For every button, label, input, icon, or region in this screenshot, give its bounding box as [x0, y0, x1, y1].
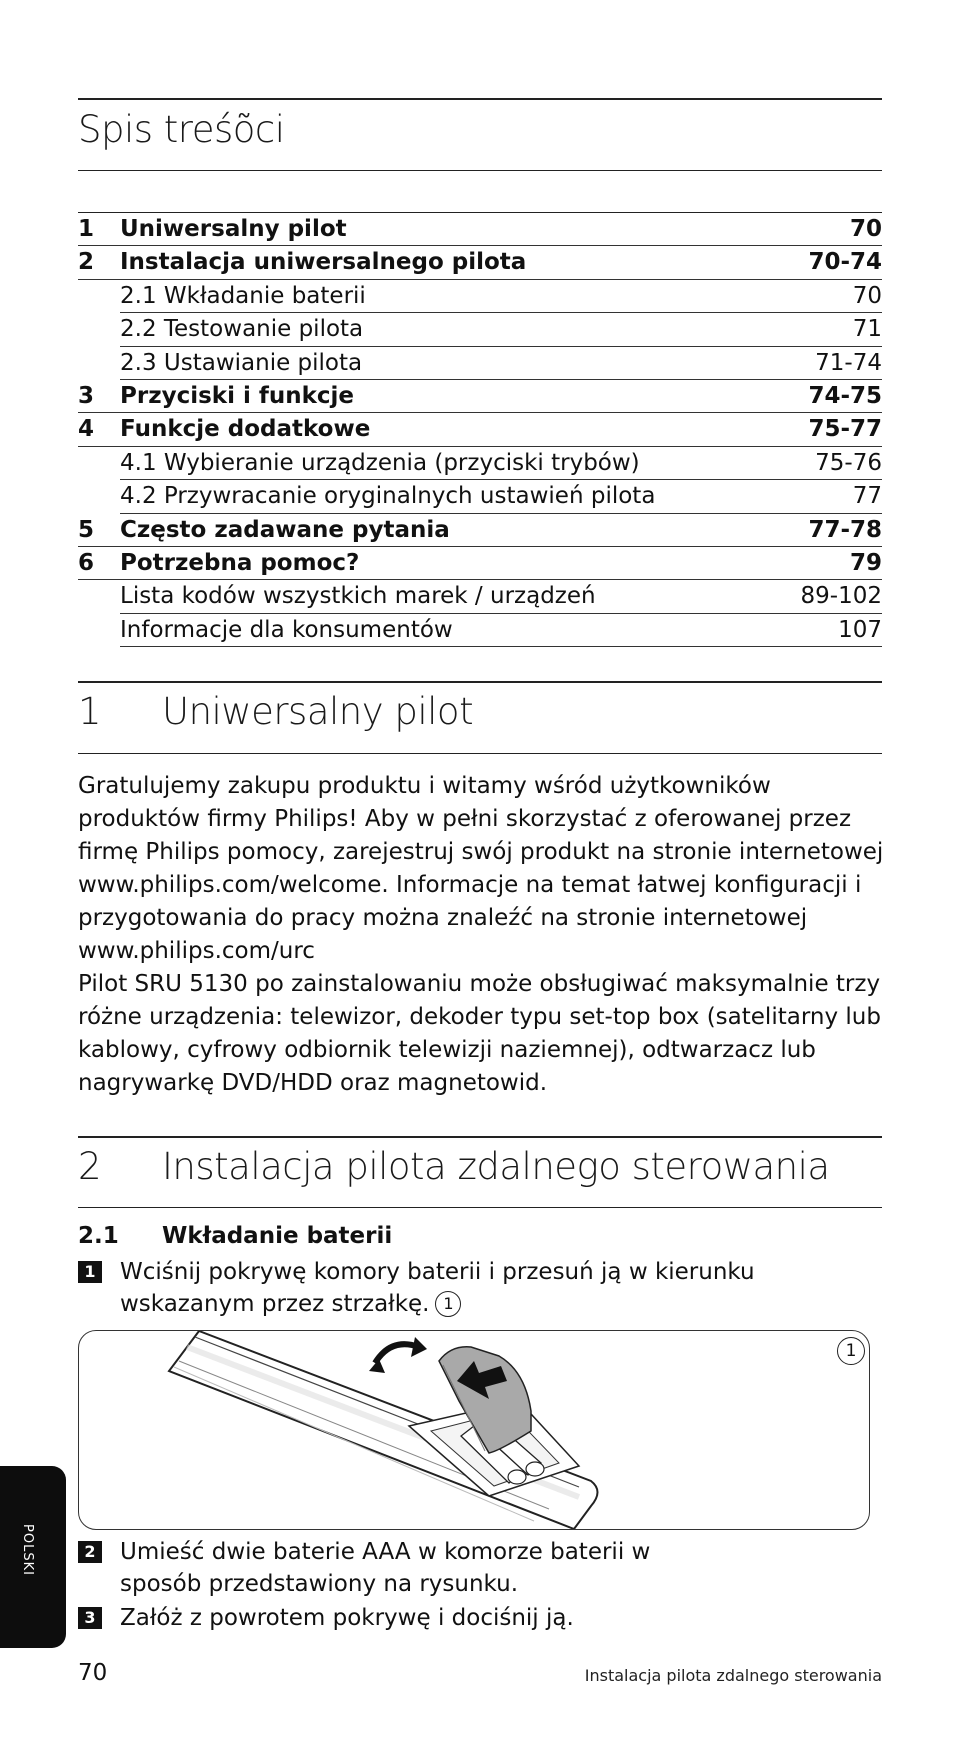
remote-illustration	[79, 1331, 869, 1529]
toc-row-label: 4.2 Przywracanie oryginalnych ustawień pilota	[120, 483, 656, 510]
toc-row-page: 75-76	[815, 449, 882, 476]
section1-body	[78, 770, 888, 1100]
toc-row-label: Instalacja uniwersalnego pilota	[120, 249, 527, 276]
toc-row-label: 4.1 Wybieranie urządzenia (przyciski trybów)	[120, 449, 640, 476]
section1-title-rule	[78, 753, 882, 754]
step-3-text: Załóż z powrotem pokrywę i dociśnij ją.	[120, 1605, 574, 1631]
toc-row	[78, 347, 882, 380]
toc-row-page: 70	[852, 282, 882, 309]
toc-row-number: 2	[78, 249, 95, 276]
toc-row-label: 2.3 Ustawianie pilota	[120, 349, 363, 376]
toc-row-number: 1	[78, 216, 95, 242]
toc-row	[78, 212, 882, 246]
section1-paragraph-2: Pilot SRU 5130 po zainstalowaniu może obsługiwać maksymalnie trzy różne urządzenia: telewizor, dekoder typu set-top box (satelitarny lub kablowy, cyfrowy odbiornik telewizji naziemnej), odtwarzacz lub nagrywarkę DVD/HDD oraz magnetowid.	[78, 971, 881, 1096]
toc-row-number: 6	[78, 549, 95, 576]
toc-row-number: 4	[78, 416, 95, 443]
toc-row	[78, 547, 882, 580]
toc-row-page: 71-74	[815, 349, 882, 376]
toc-row-label: Funkcje dodatkowe	[120, 416, 371, 443]
toc-row-label: 2.1 Wkładanie baterii	[120, 282, 366, 309]
toc-row-label: 2.2 Testowanie pilota	[120, 316, 364, 343]
toc-row-label: Lista kodów wszystkich marek / urządzeń	[120, 583, 596, 610]
remote-battery-figure	[78, 1330, 870, 1530]
subsection-number: 2.1	[78, 1223, 119, 1249]
language-tab-label: POLSKI	[20, 1524, 35, 1576]
toc-row-page: 107	[838, 616, 882, 643]
step-3	[78, 1602, 888, 1636]
toc-row-label: Uniwersalny pilot	[120, 216, 347, 242]
step-1-badge: 1	[78, 1261, 102, 1283]
step-1	[78, 1256, 888, 1322]
toc-row-number: 5	[78, 516, 95, 543]
section1-number: 1	[78, 690, 102, 733]
step-2	[78, 1536, 888, 1602]
step-1-text	[120, 1256, 890, 1320]
toc-row	[78, 514, 882, 547]
toc-row-page: 75-77	[808, 416, 882, 443]
toc-row	[78, 313, 882, 346]
section1-top-rule	[78, 681, 882, 683]
toc-row	[78, 480, 882, 513]
toc-row	[78, 447, 882, 480]
toc-row	[78, 380, 882, 413]
section2-title-rule	[78, 1207, 882, 1208]
toc-row	[78, 413, 882, 446]
toc-row-page: 70	[849, 216, 882, 242]
toc-table	[78, 212, 882, 647]
toc-row	[78, 580, 882, 613]
toc-row-page: 71	[852, 316, 882, 343]
toc-title-rule	[78, 170, 882, 171]
running-footer-title: Instalacja pilota zdalnego sterowania	[584, 1666, 882, 1685]
section2-top-rule	[78, 1136, 882, 1138]
section2-title: Instalacja pilota zdalnego sterowania	[162, 1145, 830, 1188]
language-side-tab	[0, 1466, 66, 1648]
toc-row-page: 79	[849, 549, 882, 576]
toc-row-page: 77-78	[808, 516, 882, 543]
toc-row-label: Często zadawane pytania	[120, 516, 450, 543]
section1-paragraph-1: Gratulujemy zakupu produktu i witamy wśród użytkowników produktów firmy Philips! Aby w pełni skorzystać z oferowanej przez firmę Philips pomocy, zarejestruj swój produkt na stronie internetowej www.philips.com/welcome. Informacje na temat łatwej konfiguracji i przygotowania do pracy można znaleźć na stronie internetowej www.philips.com/urc	[78, 773, 884, 964]
section2-number: 2	[78, 1145, 102, 1188]
toc-row	[78, 614, 882, 647]
toc-row-label: Potrzebna pomoc?	[120, 549, 360, 576]
step-3-badge: 3	[78, 1607, 102, 1629]
toc-row	[78, 280, 882, 313]
toc-row-label: Przyciski i funkcje	[120, 382, 355, 409]
toc-title: Spis treśõci	[78, 108, 285, 151]
toc-row	[78, 246, 882, 279]
toc-row-page: 74-75	[808, 382, 882, 409]
figure-callout: 1	[837, 1337, 865, 1365]
toc-row-number: 3	[78, 382, 95, 409]
toc-row-page: 70-74	[808, 249, 882, 276]
subsection-title: Wkładanie baterii	[162, 1223, 393, 1249]
toc-row-page: 77	[852, 483, 882, 510]
step-2-badge: 2	[78, 1541, 102, 1563]
section1-title: Uniwersalny pilot	[162, 690, 474, 733]
toc-row-label: Informacje dla konsumentów	[120, 616, 453, 643]
page-number: 70	[78, 1660, 108, 1686]
step-1-callout: 1	[435, 1291, 461, 1317]
step-1-text-body: Wciśnij pokrywę komory baterii i przesuń ją w kierunku wskazanym przez strzałkę.	[120, 1259, 755, 1317]
step-2-text: Umieść dwie baterie AAA w komorze baterii w sposób przedstawiony na rysunku.	[120, 1539, 651, 1597]
top-rule	[78, 98, 882, 100]
toc-row-page: 89-102	[800, 583, 882, 610]
